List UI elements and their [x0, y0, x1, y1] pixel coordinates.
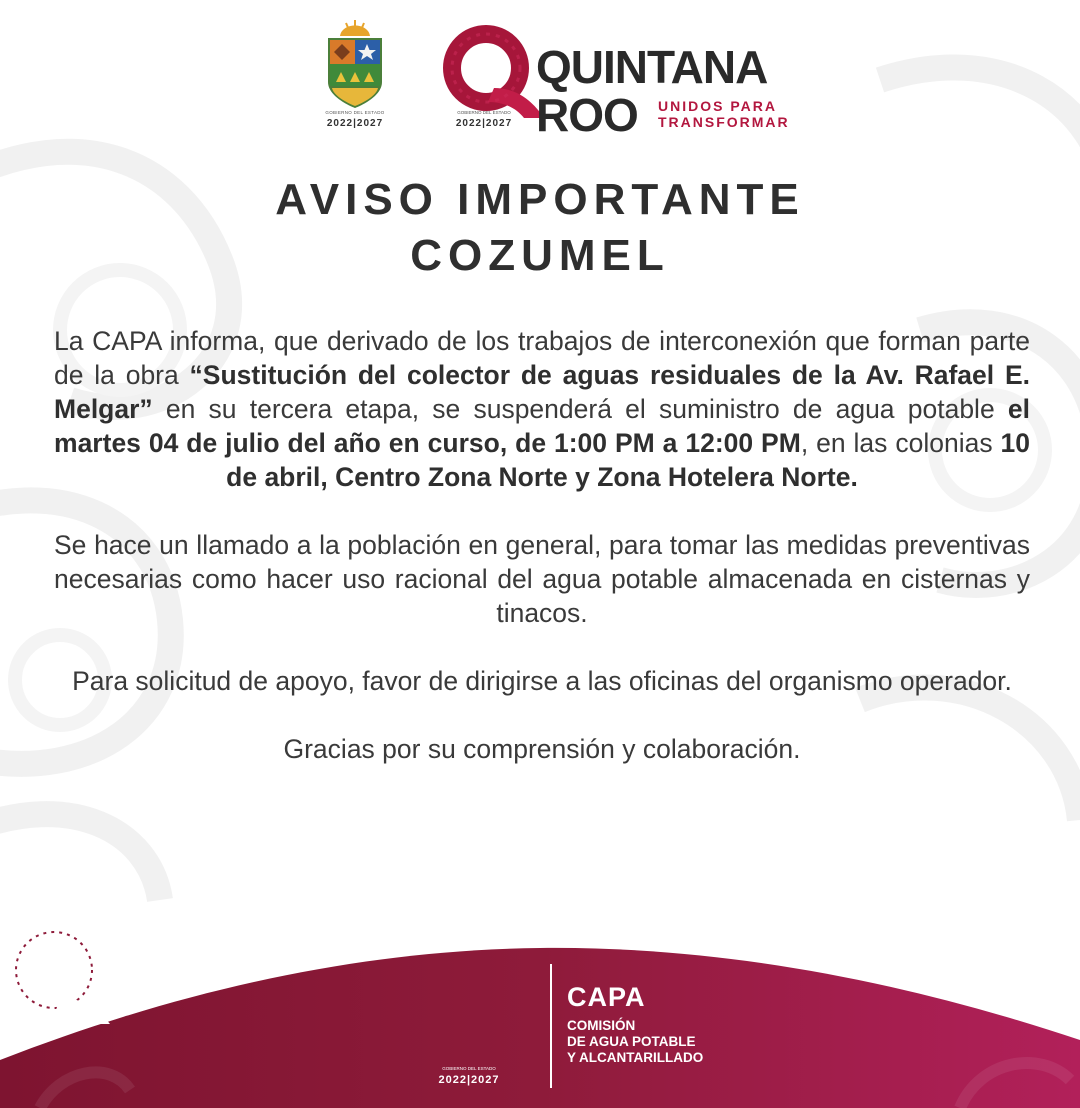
- seal-years: 2022|2027: [326, 118, 384, 129]
- p1-text-e: , en las colonias: [800, 428, 1001, 458]
- state-coat-of-arms-logo: [318, 18, 392, 134]
- notice-paragraph-4: Gracias por su comprensión y colaboración.: [283, 734, 801, 764]
- coat-of-arms-icon: [322, 18, 388, 110]
- footer-wave-background: [0, 920, 1080, 1108]
- affected-areas: 10 de abril, Centro Zona Norte y Zona Hotelera Norte.: [226, 428, 1030, 492]
- p1-text-c: en su tercera etapa, se suspenderá el suministro de agua potable: [152, 394, 1008, 424]
- org-line-3: Y ALCANTARILLADO: [567, 1050, 704, 1065]
- capa-org-fullname: [567, 1018, 703, 1066]
- quintana-roo-logo: [436, 22, 790, 141]
- capa-emblem-icon: [0, 920, 116, 1036]
- q-ribbon-icon: [436, 22, 546, 122]
- footer-divider: [550, 964, 552, 1088]
- page-title: [0, 172, 1080, 284]
- notice-paragraph-3: Para solicitud de apoyo, favor de dirigirse a las oficinas del organismo operador.: [72, 666, 1012, 696]
- capa-org-name: CAPA: [567, 982, 646, 1012]
- qroo-caption: GOBIERNO DEL ESTADO: [457, 110, 511, 115]
- p1-text-a: La CAPA informa, que derivado de los trabajos de interconexión que forman parte de la obra: [54, 326, 1030, 390]
- org-line-1: COMISIÓN: [567, 1018, 636, 1033]
- qroo-word-quintana: QUINTANA: [536, 41, 768, 93]
- outage-date-time: el martes 04 de julio del año en curso, de 1:00 PM a 12:00 PM: [54, 394, 1030, 458]
- slogan-line-2: TRANSFORMAR: [658, 114, 790, 130]
- org-line-2: DE AGUA POTABLE: [567, 1034, 696, 1049]
- project-name: “Sustitución del colector de aguas residuales de la Av. Rafael E. Melgar”: [54, 360, 1030, 424]
- slogan-line-1: UNIDOS PARA: [658, 98, 777, 114]
- header-logos: [0, 18, 1080, 141]
- qroo-years: 2022|2027: [455, 118, 513, 129]
- notice-paragraph-2: Se hace un llamado a la población en general, para tomar las medidas preventivas necesarias como hacer uso racional del agua potable almacenada en cisternas y tinacos.: [54, 530, 1030, 628]
- title-line-2: COZUMEL: [410, 231, 670, 280]
- capa-emblem-years: 2022|2027: [438, 1074, 500, 1086]
- qroo-slogan: [658, 98, 790, 130]
- footer-banner: [0, 920, 1080, 1108]
- notice-body: [54, 324, 1030, 766]
- qroo-word-roo: ROO: [536, 89, 638, 141]
- seal-caption: GOBIERNO DEL ESTADO: [325, 110, 385, 115]
- notice-paragraph-1: [54, 324, 1030, 494]
- title-line-1: AVISO IMPORTANTE: [275, 175, 805, 224]
- capa-emblem-caption: GOBIERNO DEL ESTADO: [442, 1066, 496, 1071]
